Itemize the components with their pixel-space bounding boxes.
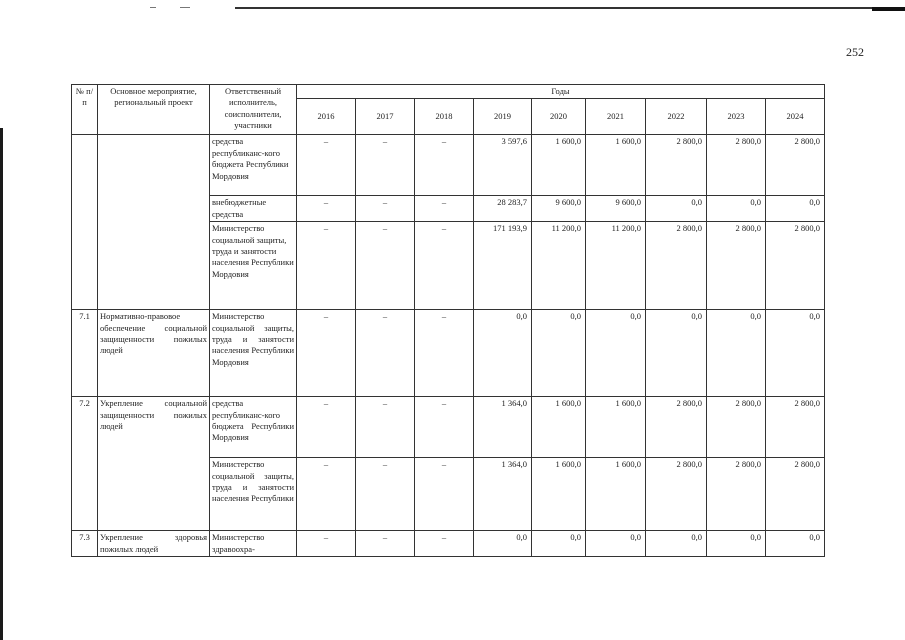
cell-value: 0,0 — [766, 531, 825, 557]
cell-value: – — [356, 458, 415, 531]
header-year: 2017 — [356, 99, 415, 135]
cell-value: – — [297, 135, 356, 196]
cell-value: 3 597,6 — [474, 135, 532, 196]
row-executor: Министерство социальной защиты, труда и занятости населения Республики Мордовия — [210, 222, 297, 310]
cell-value: – — [415, 531, 474, 557]
row-executor: Министерство здравоохра- — [210, 531, 297, 557]
row-num: 7.3 — [72, 531, 98, 557]
cell-value: 11 200,0 — [532, 222, 586, 310]
header-years: Годы — [297, 85, 825, 99]
cell-value: 0,0 — [474, 310, 532, 397]
cell-value: – — [415, 397, 474, 458]
cell-value: – — [297, 531, 356, 557]
cell-value: 0,0 — [766, 310, 825, 397]
cell-value: – — [356, 222, 415, 310]
cell-value: 28 283,7 — [474, 196, 532, 222]
scan-dash — [180, 7, 190, 8]
row-executor: средства республиканс-кого бюджета Республики Мордовия — [210, 135, 297, 196]
header-year: 2024 — [766, 99, 825, 135]
cell-value: 2 800,0 — [766, 135, 825, 196]
cell-value: 2 800,0 — [707, 458, 766, 531]
header-year: 2020 — [532, 99, 586, 135]
row-event: Нормативно-правовое обеспечение социальной защищенности пожилых людей — [98, 310, 210, 397]
cell-value: 0,0 — [586, 531, 646, 557]
cell-value: – — [415, 310, 474, 397]
cell-value: 0,0 — [532, 310, 586, 397]
budget-table — [71, 84, 825, 557]
cell-value: 9 600,0 — [532, 196, 586, 222]
scan-left-edge — [0, 128, 3, 640]
cell-value: – — [415, 222, 474, 310]
header-year: 2018 — [415, 99, 474, 135]
header-num: № п/п — [72, 85, 98, 135]
cell-value: – — [297, 222, 356, 310]
cell-value: – — [356, 397, 415, 458]
header-year: 2022 — [646, 99, 707, 135]
cell-value: 1 364,0 — [474, 397, 532, 458]
cell-value: 1 600,0 — [586, 458, 646, 531]
cell-value: – — [415, 135, 474, 196]
cell-value: – — [415, 458, 474, 531]
cell-value: 2 800,0 — [646, 222, 707, 310]
cell-value: 0,0 — [707, 531, 766, 557]
row-executor: средства республиканс-кого бюджета Республики Мордовия — [210, 397, 297, 458]
cell-value: 1 364,0 — [474, 458, 532, 531]
scan-top-mark — [872, 7, 905, 11]
cell-value: – — [356, 196, 415, 222]
cell-value: 2 800,0 — [766, 458, 825, 531]
cell-value: 2 800,0 — [707, 222, 766, 310]
row-event: Укрепление здоровья пожилых людей — [98, 531, 210, 557]
row-executor: Министерство социальной защиты, труда и занятости населения Республики — [210, 458, 297, 531]
row-event — [98, 135, 210, 310]
cell-value: 2 800,0 — [646, 458, 707, 531]
cell-value: 0,0 — [474, 531, 532, 557]
scan-dash — [150, 7, 156, 8]
cell-value: 0,0 — [707, 310, 766, 397]
header-year: 2019 — [474, 99, 532, 135]
cell-value: – — [297, 310, 356, 397]
cell-value: 2 800,0 — [766, 397, 825, 458]
cell-value: – — [356, 310, 415, 397]
row-executor: Министерство социальной защиты, труда и занятости населения Республики Мордовия — [210, 310, 297, 397]
row-num — [72, 135, 98, 310]
cell-value: – — [356, 135, 415, 196]
cell-value: 11 200,0 — [586, 222, 646, 310]
cell-value: 1 600,0 — [532, 135, 586, 196]
cell-value: 0,0 — [646, 310, 707, 397]
cell-value: 0,0 — [586, 310, 646, 397]
cell-value: 9 600,0 — [586, 196, 646, 222]
cell-value: 171 193,9 — [474, 222, 532, 310]
cell-value: 2 800,0 — [646, 397, 707, 458]
cell-value: 1 600,0 — [586, 135, 646, 196]
cell-value: 0,0 — [707, 196, 766, 222]
table-row — [72, 531, 825, 557]
row-event: Укрепление социальной защищенности пожилых людей — [98, 397, 210, 531]
table-row — [72, 310, 825, 397]
row-num: 7.2 — [72, 397, 98, 531]
row-num: 7.1 — [72, 310, 98, 397]
table-row — [72, 135, 825, 196]
header-year: 2016 — [297, 99, 356, 135]
cell-value: 0,0 — [532, 531, 586, 557]
cell-value: – — [297, 397, 356, 458]
row-executor: внебюджетные средства — [210, 196, 297, 222]
cell-value: 2 800,0 — [646, 135, 707, 196]
header-event: Основное мероприятие, региональный проект — [98, 85, 210, 135]
header-year: 2021 — [586, 99, 646, 135]
page-number: 252 — [846, 45, 864, 59]
cell-value: – — [297, 196, 356, 222]
cell-value: 1 600,0 — [532, 458, 586, 531]
table-row — [72, 397, 825, 458]
scan-top-border — [235, 7, 900, 9]
cell-value: – — [356, 531, 415, 557]
cell-value: 1 600,0 — [586, 397, 646, 458]
header-year: 2023 — [707, 99, 766, 135]
cell-value: 0,0 — [646, 531, 707, 557]
cell-value: 0,0 — [646, 196, 707, 222]
cell-value: – — [297, 458, 356, 531]
cell-value: – — [415, 196, 474, 222]
header-executor: Ответственный исполнитель, соисполнители, участники — [210, 85, 297, 135]
cell-value: 0,0 — [766, 196, 825, 222]
cell-value: 1 600,0 — [532, 397, 586, 458]
cell-value: 2 800,0 — [766, 222, 825, 310]
cell-value: 2 800,0 — [707, 135, 766, 196]
cell-value: 2 800,0 — [707, 397, 766, 458]
